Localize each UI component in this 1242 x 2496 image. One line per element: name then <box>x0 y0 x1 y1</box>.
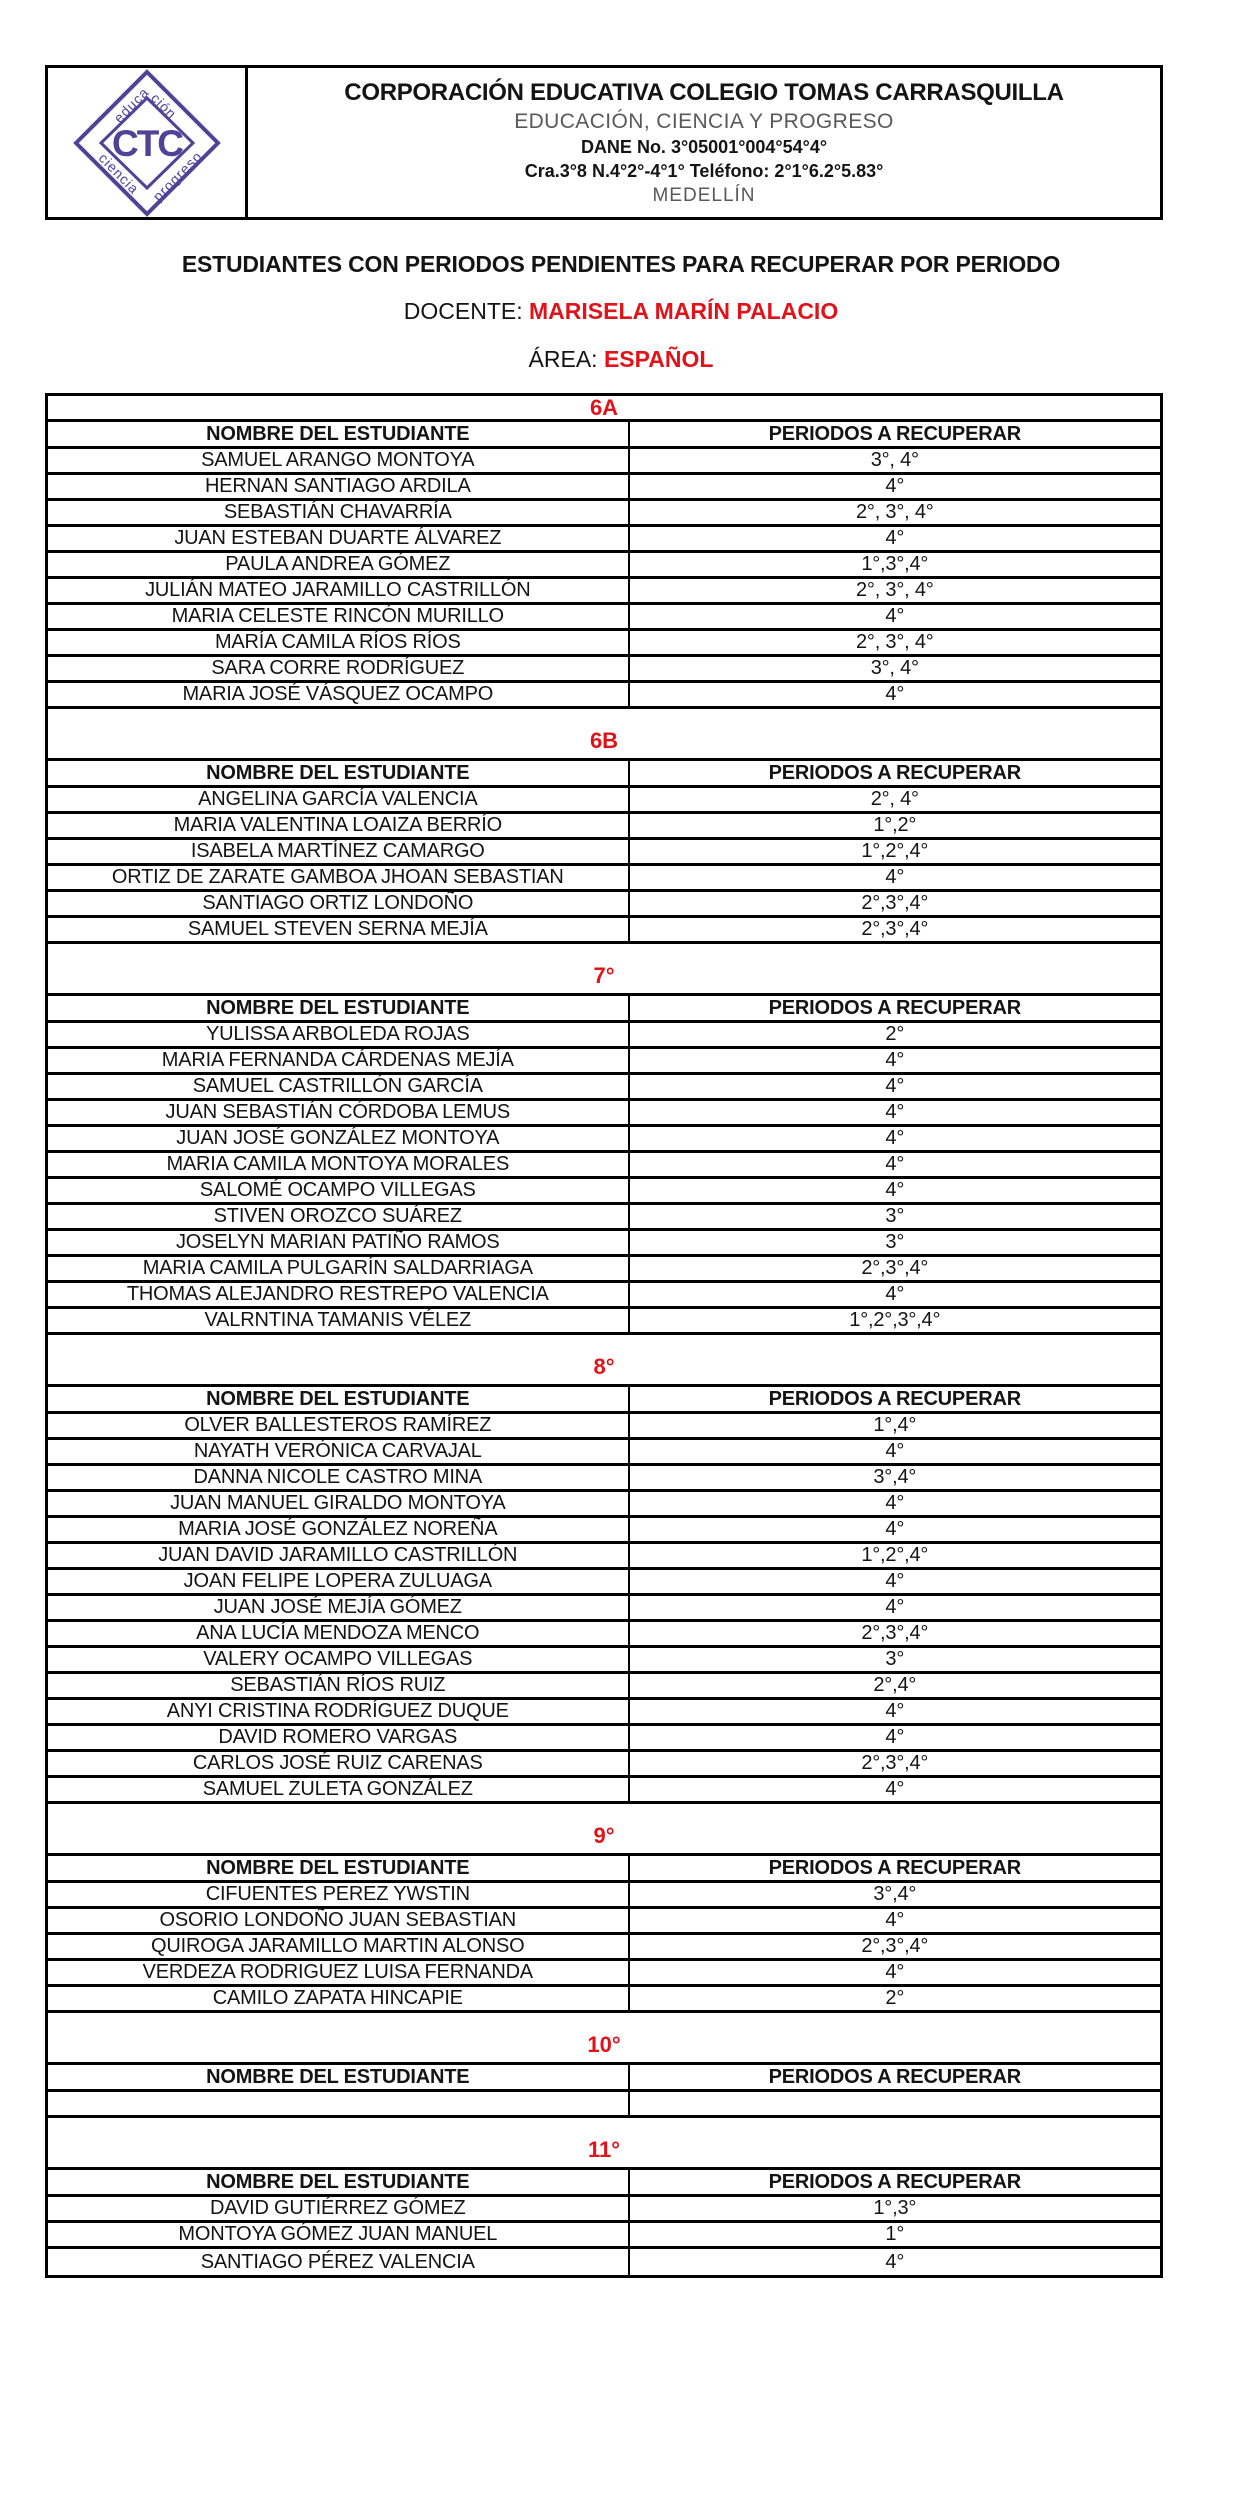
table-row <box>48 1674 1160 1700</box>
logo-word-educacion: educación <box>109 83 180 126</box>
table-row <box>48 1726 1160 1752</box>
docente-name: MARISELA MARÍN PALACIO <box>529 298 839 324</box>
periods-cell: 3° <box>885 1205 905 1227</box>
student-name-cell <box>48 2092 630 2115</box>
periods-cell: 3° <box>885 1231 905 1253</box>
table-row <box>48 605 1160 631</box>
col-header-nombre: NOMBRE DEL ESTUDIANTE <box>48 1387 630 1411</box>
column-header-row <box>48 2065 1160 2092</box>
grade-label-row <box>48 1335 1160 1387</box>
column-header-row <box>48 2170 1160 2197</box>
student-name-cell: SANTIAGO PÉREZ VALENCIA <box>48 2249 630 2275</box>
table-row <box>48 1127 1160 1153</box>
periods-cell: 2°,3°,4° <box>861 1935 929 1957</box>
logo-word-progreso: progreso <box>149 147 205 204</box>
school-header <box>45 65 1163 220</box>
students-table <box>45 393 1163 2278</box>
table-row <box>48 1101 1160 1127</box>
student-name-cell: JULIÁN MATEO JARAMILLO CASTRILLÓN <box>48 579 630 602</box>
student-name-cell: ANGELINA GARCÍA VALENCIA <box>48 788 630 811</box>
periods-cell: 2°, 4° <box>870 788 919 810</box>
school-address: Cra.3°8 N.4°2°-4°1° Teléfono: 2°1°6.2°5.83° <box>524 160 884 181</box>
table-row <box>48 1752 1160 1778</box>
student-name-cell: HERNAN SANTIAGO ARDILA <box>48 475 630 498</box>
grade-label: 9° <box>593 1823 615 1848</box>
table-row <box>48 814 1160 840</box>
table-row <box>48 449 1160 475</box>
school-logo-cell <box>48 68 248 217</box>
student-name-cell: YULISSA ARBOLEDA ROJAS <box>48 1023 630 1046</box>
periods-cell: 1°,4° <box>873 1414 917 1436</box>
col-header-periodos: PERIODOS A RECUPERAR <box>768 996 1021 1019</box>
student-name-cell: CARLOS JOSÉ RUIZ CARENAS <box>48 1752 630 1775</box>
student-name-cell: THOMAS ALEJANDRO RESTREPO VALENCIA <box>48 1283 630 1306</box>
student-name-cell: VERDEZA RODRIGUEZ LUISA FERNANDA <box>48 1961 630 1984</box>
logo-word-ciencia: ciencia <box>95 149 143 197</box>
periods-cell: 2°,3°,4° <box>861 1257 929 1279</box>
student-name-cell: CIFUENTES PEREZ YWSTIN <box>48 1883 630 1906</box>
periods-cell: 4° <box>885 1492 905 1514</box>
table-row <box>48 892 1160 918</box>
periods-cell: 4° <box>885 527 905 549</box>
periods-cell: 4° <box>885 1075 905 1097</box>
student-name-cell: JUAN DAVID JARAMILLO CASTRILLÓN <box>48 1544 630 1567</box>
student-name-cell: ANYI CRISTINA RODRÍGUEZ DUQUE <box>48 1700 630 1723</box>
periods-cell: 4° <box>885 1101 905 1123</box>
student-name-cell: JUAN MANUEL GIRALDO MONTOYA <box>48 1492 630 1515</box>
student-name-cell: SARA CORRE RODRÍGUEZ <box>48 657 630 680</box>
grade-label: 6B <box>589 728 619 753</box>
docente-line <box>0 298 1242 325</box>
table-row <box>48 840 1160 866</box>
column-header-row <box>48 1387 1160 1414</box>
periods-cell: 1°,2°,3°,4° <box>849 1309 941 1331</box>
student-name-cell: JUAN JOSÉ MEJÍA GÓMEZ <box>48 1596 630 1619</box>
table-row <box>48 1492 1160 1518</box>
student-name-cell: ORTIZ DE ZARATE GAMBOA JHOAN SEBASTIAN <box>48 866 630 889</box>
periods-cell: 1°,2°,4° <box>861 840 929 862</box>
table-row <box>48 1414 1160 1440</box>
school-name: CORPORACIÓN EDUCATIVA COLEGIO TOMAS CARRASQUILLA <box>344 78 1064 106</box>
periods-cell: 4° <box>885 1778 905 1800</box>
grade-label: 8° <box>593 1354 615 1379</box>
column-header-row <box>48 422 1160 449</box>
docente-label: DOCENTE: <box>403 298 523 324</box>
student-name-cell: MARIA JOSÉ GONZÁLEZ NOREÑA <box>48 1518 630 1541</box>
area-line <box>0 346 1242 373</box>
school-city: MEDELLÍN <box>652 184 756 206</box>
col-header-periodos: PERIODOS A RECUPERAR <box>768 2065 1021 2088</box>
table-row <box>48 1283 1160 1309</box>
school-dane: DANE No. 3°05001°004°54°4° <box>580 136 828 157</box>
table-row <box>48 657 1160 683</box>
periods-cell: 2°, 3°, 4° <box>855 579 934 601</box>
column-header-row <box>48 996 1160 1023</box>
col-header-nombre: NOMBRE DEL ESTUDIANTE <box>48 2065 630 2089</box>
table-row <box>48 2249 1160 2275</box>
student-name-cell: VALERY OCAMPO VILLEGAS <box>48 1648 630 1671</box>
logo-abbr-text: CTC <box>111 122 182 164</box>
periods-cell: 4° <box>885 1726 905 1748</box>
table-row <box>48 553 1160 579</box>
table-row <box>48 475 1160 501</box>
student-name-cell: MARIA CAMILA PULGARÍN SALDARRIAGA <box>48 1257 630 1280</box>
student-name-cell: JUAN ESTEBAN DUARTE ÁLVAREZ <box>48 527 630 550</box>
table-row <box>48 631 1160 657</box>
periods-cell: 4° <box>885 1049 905 1071</box>
student-name-cell: SAMUEL ARANGO MONTOYA <box>48 449 630 472</box>
student-name-cell: MARIA VALENTINA LOAIZA BERRÍO <box>48 814 630 837</box>
table-row <box>48 1518 1160 1544</box>
table-row <box>48 1909 1160 1935</box>
periods-cell: 1°,2°,4° <box>861 1544 929 1566</box>
periods-cell: 4° <box>885 1518 905 1540</box>
student-name-cell: SAMUEL CASTRILLÓN GARCÍA <box>48 1075 630 1098</box>
col-header-periodos: PERIODOS A RECUPERAR <box>768 2170 1021 2193</box>
student-name-cell: MARIA CAMILA MONTOYA MORALES <box>48 1153 630 1176</box>
student-name-cell: SEBASTIÁN CHAVARRÍA <box>48 501 630 524</box>
table-row <box>48 2197 1160 2223</box>
periods-cell: 4° <box>885 1283 905 1305</box>
student-name-cell: MARIA JOSÉ VÁSQUEZ OCAMPO <box>48 683 630 706</box>
school-motto: EDUCACIÓN, CIENCIA Y PROGRESO <box>514 109 894 133</box>
grade-label-row <box>48 709 1160 761</box>
table-row <box>48 683 1160 709</box>
grade-label: 6A <box>589 394 619 420</box>
periods-cell: 4° <box>885 1570 905 1592</box>
periods-cell: 2°,3°,4° <box>861 892 929 914</box>
col-header-periodos: PERIODOS A RECUPERAR <box>768 422 1021 445</box>
col-header-periodos: PERIODOS A RECUPERAR <box>768 761 1021 784</box>
student-name-cell: PAULA ANDREA GÓMEZ <box>48 553 630 576</box>
student-name-cell: NAYATH VERÓNICA CARVAJAL <box>48 1440 630 1463</box>
ctc-logo-icon <box>72 68 222 218</box>
student-name-cell: SANTIAGO ORTIZ LONDOÑO <box>48 892 630 915</box>
grade-label-row <box>48 2118 1160 2170</box>
table-row <box>48 1309 1160 1335</box>
periods-cell: 4° <box>885 1961 905 1983</box>
table-row <box>48 1257 1160 1283</box>
table-row <box>48 1153 1160 1179</box>
periods-cell: 3°,4° <box>873 1883 917 1905</box>
student-name-cell: CAMILO ZAPATA HINCAPIE <box>48 1987 630 2010</box>
periods-cell: 4° <box>885 2250 905 2273</box>
student-name-cell: SAMUEL STEVEN SERNA MEJÍA <box>48 918 630 941</box>
periods-cell: 4° <box>885 683 905 705</box>
periods-cell: 2°,3°,4° <box>861 1752 929 1774</box>
col-header-nombre: NOMBRE DEL ESTUDIANTE <box>48 761 630 785</box>
periods-cell: 4° <box>885 1909 905 1931</box>
grade-label-row <box>48 2013 1160 2065</box>
student-name-cell: SALOMÉ OCAMPO VILLEGAS <box>48 1179 630 1202</box>
table-row <box>48 1075 1160 1101</box>
table-row <box>48 1622 1160 1648</box>
periods-cell: 2°,3°,4° <box>861 918 929 940</box>
table-row <box>48 1648 1160 1674</box>
periods-cell: 4° <box>885 605 905 627</box>
student-name-cell: OSORIO LONDOÑO JUAN SEBASTIAN <box>48 1909 630 1932</box>
student-name-cell: ANA LUCÍA MENDOZA MENCO <box>48 1622 630 1645</box>
table-row <box>48 1231 1160 1257</box>
column-header-row <box>48 761 1160 788</box>
student-name-cell: JOSELYN MARIAN PATIÑO RAMOS <box>48 1231 630 1254</box>
col-header-nombre: NOMBRE DEL ESTUDIANTE <box>48 2170 630 2194</box>
table-row <box>48 2223 1160 2249</box>
periods-cell: 4° <box>885 1153 905 1175</box>
table-row <box>48 1023 1160 1049</box>
periods-cell: 4° <box>885 866 905 888</box>
periods-cell: 1°,3° <box>873 2197 917 2219</box>
grade-label: 11° <box>587 2137 621 2162</box>
student-name-cell: DANNA NICOLE CASTRO MINA <box>48 1466 630 1489</box>
area-label: ÁREA: <box>528 346 598 372</box>
periods-cell: 3° <box>885 1648 905 1670</box>
table-row <box>48 2092 1160 2118</box>
periods-cell: 2°, 3°, 4° <box>855 501 934 523</box>
grade-label: 7° <box>593 963 615 988</box>
periods-cell: 4° <box>885 1596 905 1618</box>
col-header-nombre: NOMBRE DEL ESTUDIANTE <box>48 422 630 446</box>
grade-label: 10° <box>587 2032 621 2057</box>
periods-cell: 2° <box>885 1023 905 1045</box>
table-row <box>48 1987 1160 2013</box>
column-header-row <box>48 1856 1160 1883</box>
periods-cell: 4° <box>885 1700 905 1722</box>
periods-cell: 1°,2° <box>873 814 917 836</box>
student-name-cell: JUAN SEBASTIÁN CÓRDOBA LEMUS <box>48 1101 630 1124</box>
table-row <box>48 1778 1160 1804</box>
student-name-cell: DAVID ROMERO VARGAS <box>48 1726 630 1749</box>
student-name-cell: QUIROGA JARAMILLO MARTIN ALONSO <box>48 1935 630 1958</box>
student-name-cell: VALRNTINA TAMANIS VÉLEZ <box>48 1309 630 1332</box>
col-header-periodos: PERIODOS A RECUPERAR <box>768 1856 1021 1879</box>
table-row <box>48 1179 1160 1205</box>
student-name-cell: DAVID GUTIÉRREZ GÓMEZ <box>48 2197 630 2220</box>
periods-cell: 3°, 4° <box>870 657 919 679</box>
grade-label-row <box>48 1804 1160 1856</box>
student-name-cell: JUAN JOSÉ GONZÁLEZ MONTOYA <box>48 1127 630 1150</box>
student-name-cell: JOAN FELIPE LOPERA ZULUAGA <box>48 1570 630 1593</box>
table-row <box>48 1700 1160 1726</box>
periods-cell: 4° <box>885 475 905 497</box>
table-row <box>48 918 1160 944</box>
periods-cell <box>630 2092 1160 2115</box>
student-name-cell: ISABELA MARTÍNEZ CAMARGO <box>48 840 630 863</box>
table-row <box>48 1440 1160 1466</box>
periods-cell: 4° <box>885 1179 905 1201</box>
student-name-cell: SAMUEL ZULETA GONZÁLEZ <box>48 1778 630 1801</box>
page-title: ESTUDIANTES CON PERIODOS PENDIENTES PARA RECUPERAR POR PERIODO <box>181 251 1061 277</box>
periods-cell: 4° <box>885 1127 905 1149</box>
periods-cell: 1° <box>885 2223 905 2245</box>
table-row <box>48 501 1160 527</box>
periods-cell: 2°, 3°, 4° <box>855 631 934 653</box>
periods-cell: 3°,4° <box>873 1466 917 1488</box>
grade-label-row <box>48 396 1160 422</box>
periods-cell: 3°, 4° <box>870 449 919 471</box>
student-name-cell: MARÍA CAMILA RÍOS RÍOS <box>48 631 630 654</box>
student-name-cell: STIVEN OROZCO SUÁREZ <box>48 1205 630 1228</box>
table-row <box>48 788 1160 814</box>
table-row <box>48 1570 1160 1596</box>
school-info <box>248 68 1160 217</box>
periods-cell: 1°,3°,4° <box>861 553 929 575</box>
student-name-cell: OLVER BALLESTEROS RAMÍREZ <box>48 1414 630 1437</box>
table-row <box>48 579 1160 605</box>
student-name-cell: MARIA CELESTE RINCÓN MURILLO <box>48 605 630 628</box>
table-row <box>48 1544 1160 1570</box>
table-row <box>48 1205 1160 1231</box>
periods-cell: 2° <box>885 1987 905 2009</box>
table-row <box>48 1883 1160 1909</box>
col-header-periodos: PERIODOS A RECUPERAR <box>768 1387 1021 1410</box>
table-row <box>48 866 1160 892</box>
student-name-cell: MARIA FERNANDA CÁRDENAS MEJÍA <box>48 1049 630 1072</box>
periods-cell: 4° <box>885 1440 905 1462</box>
table-row <box>48 1961 1160 1987</box>
student-name-cell: SEBASTIÁN RÍOS RUIZ <box>48 1674 630 1697</box>
col-header-nombre: NOMBRE DEL ESTUDIANTE <box>48 996 630 1020</box>
periods-cell: 2°,3°,4° <box>861 1622 929 1644</box>
student-name-cell: MONTOYA GÓMEZ JUAN MANUEL <box>48 2223 630 2246</box>
area-name: ESPAÑOL <box>603 346 714 372</box>
table-row <box>48 1049 1160 1075</box>
table-row <box>48 1596 1160 1622</box>
table-row <box>48 1466 1160 1492</box>
grade-label-row <box>48 944 1160 996</box>
table-row <box>48 527 1160 553</box>
table-row <box>48 1935 1160 1961</box>
col-header-nombre: NOMBRE DEL ESTUDIANTE <box>48 1856 630 1880</box>
periods-cell: 2°,4° <box>873 1674 917 1696</box>
